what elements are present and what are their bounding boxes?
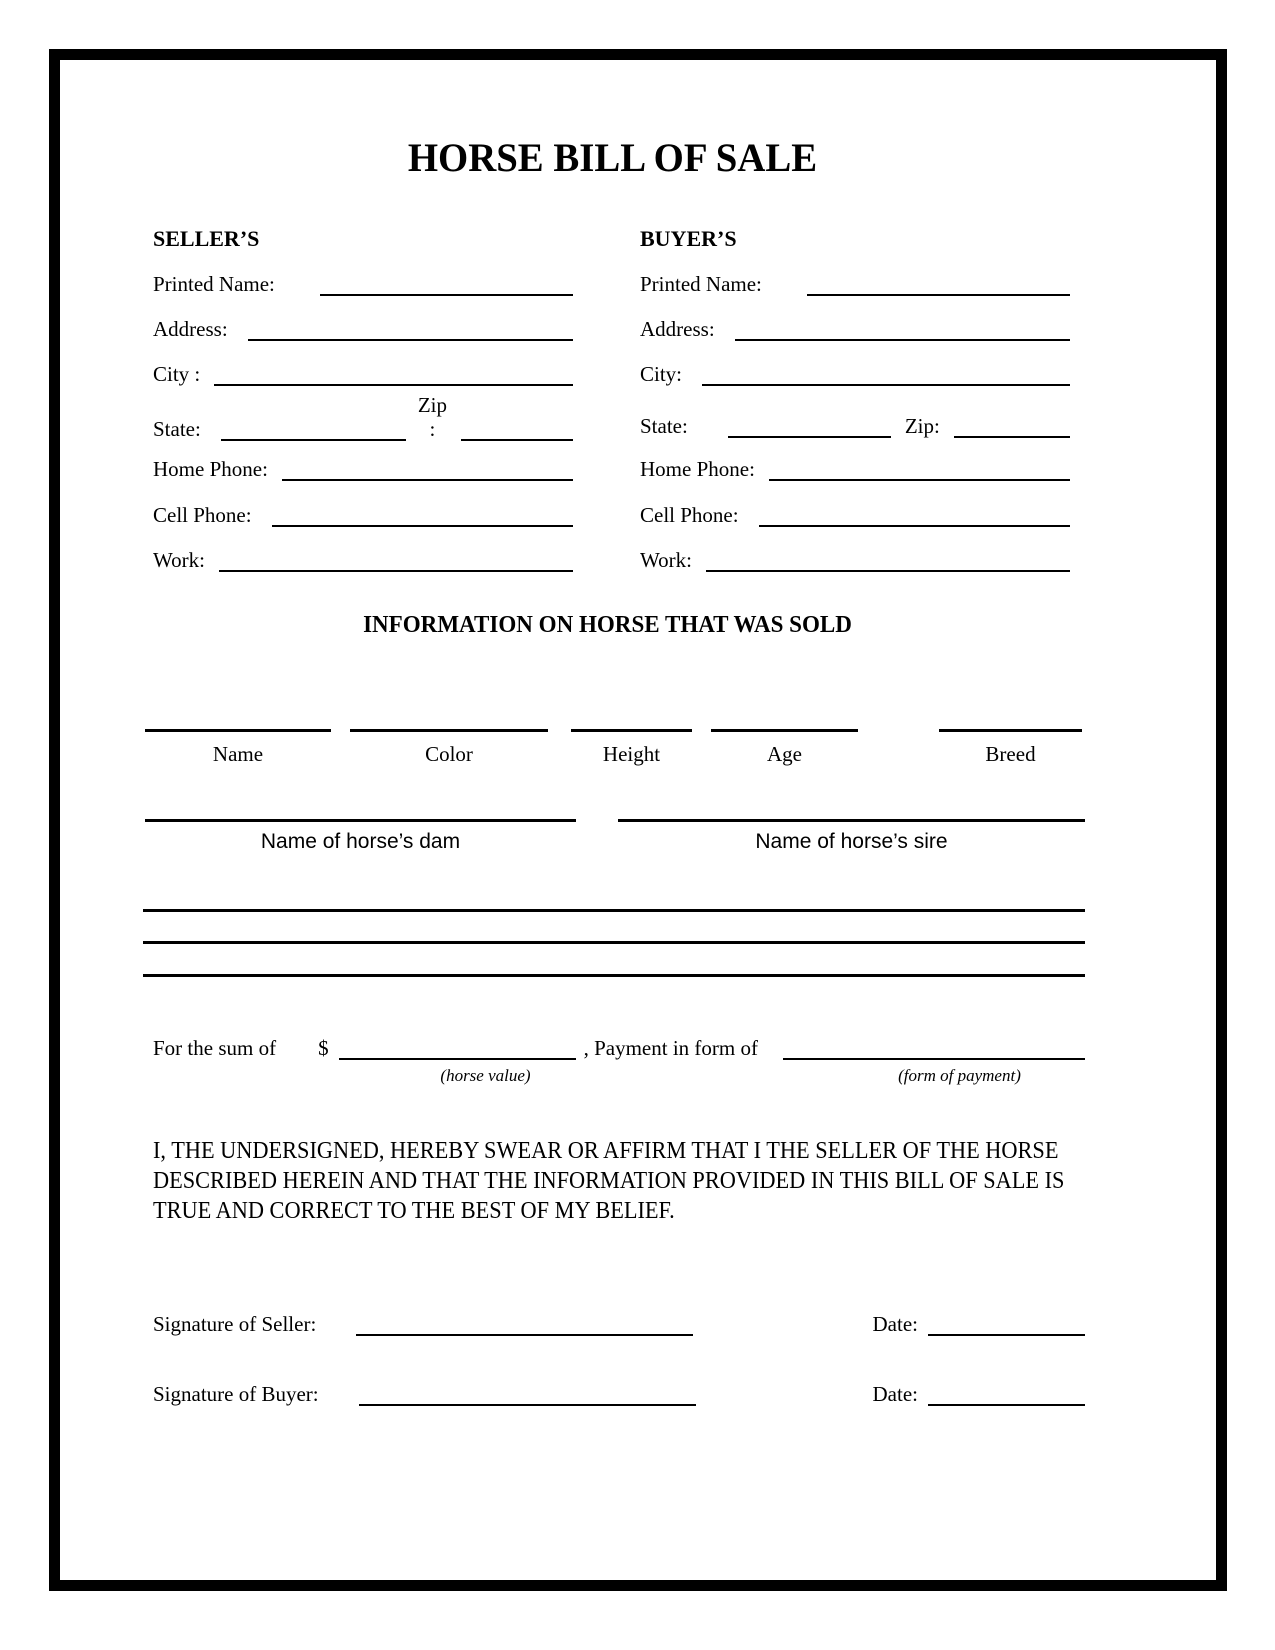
horse-name-field[interactable] [145,729,331,766]
seller-cell-phone-line[interactable] [272,503,573,527]
seller-printed-name-line[interactable] [320,272,573,296]
horse-notes-line-1[interactable] [143,909,1085,912]
payment-row [153,1036,1085,1060]
buyer-address-label: Address: [640,317,715,341]
seller-zip-line[interactable] [461,417,573,441]
horse-breed-label: Breed [985,742,1036,766]
buyer-work-row [640,548,1070,572]
seller-work-line[interactable] [219,548,573,572]
buyer-address-line[interactable] [735,317,1070,341]
horse-height-label: Height [602,742,661,766]
payment-form-line[interactable] [783,1036,1085,1060]
buyer-signature-row [153,1382,1085,1406]
buyer-city-row [640,362,1070,386]
horse-breed-field[interactable] [939,729,1082,766]
seller-cell-phone-row [153,503,573,527]
buyer-home-phone-label: Home Phone: [640,457,755,481]
buyer-zip-line[interactable] [954,414,1070,438]
buyer-state-line[interactable] [728,414,891,438]
seller-state-line[interactable] [221,417,406,441]
affirmation-line-1: I, THE UNDERSIGNED, HEREBY SWEAR OR AFFIRM THAT I THE SELLER OF THE HORSE [153,1138,1059,1164]
seller-zip-word: Zip [417,393,447,417]
horse-dam-field[interactable] [145,819,576,854]
buyer-work-label: Work: [640,548,692,572]
seller-address-line[interactable] [248,317,573,341]
horse-age-label: Age [767,742,802,766]
buyer-signature-label: Signature of Buyer: [153,1382,319,1406]
buyer-printed-name-row [640,272,1070,296]
horse-value-caption: (horse value) [440,1066,531,1085]
seller-state-zip-row [153,393,573,441]
buyer-date-label: Date: [872,1382,918,1406]
buyer-home-phone-line[interactable] [769,457,1070,481]
buyer-cell-phone-label: Cell Phone: [640,503,739,527]
horse-value-line[interactable] [339,1036,576,1060]
horse-color-field[interactable] [350,729,548,766]
horse-height-field[interactable] [571,729,692,766]
buyer-city-label: City: [640,362,683,386]
buyer-address-row [640,317,1070,341]
seller-state-label: State: [153,417,201,441]
seller-date-label: Date: [872,1312,918,1336]
buyer-state-label: State: [640,414,688,438]
horse-sire-label: Name of horse’s sire [755,830,948,853]
seller-printed-name-label: Printed Name: [153,272,275,296]
buyer-zip-label: Zip: [904,414,940,438]
seller-signature-line[interactable] [356,1312,693,1336]
seller-cell-phone-label: Cell Phone: [153,503,252,527]
seller-date-line[interactable] [928,1312,1085,1336]
dollar-sign: $ [318,1036,329,1060]
horse-notes-line-3[interactable] [143,974,1085,977]
seller-home-phone-row [153,457,573,481]
seller-signature-row [153,1312,1085,1336]
seller-address-row [153,317,573,341]
page-title: HORSE BILL OF SALE [407,135,818,180]
horse-name-label: Name [212,742,264,766]
buyer-signature-line[interactable] [359,1382,696,1406]
buyer-printed-name-line[interactable] [807,272,1070,296]
horse-notes-line-2[interactable] [143,941,1085,944]
seller-zip-label-stack [418,393,447,441]
seller-address-label: Address: [153,317,228,341]
affirmation-line-2: DESCRIBED HEREIN AND THAT THE INFORMATION PROVIDED IN THIS BILL OF SALE IS [153,1168,1065,1194]
buyer-city-line[interactable] [702,362,1070,386]
seller-signature-label: Signature of Seller: [153,1312,317,1336]
seller-zip-colon: : [429,417,436,441]
buyer-cell-phone-row [640,503,1070,527]
buyer-work-line[interactable] [706,548,1070,572]
seller-city-label: City : [153,362,201,386]
buyer-cell-phone-line[interactable] [759,503,1070,527]
seller-city-row [153,362,573,386]
payment-middle-label: , Payment in form of [583,1036,758,1060]
seller-city-line[interactable] [214,362,573,386]
affirmation-line-3: TRUE AND CORRECT TO THE BEST OF MY BELIEF. [153,1198,675,1224]
horse-sire-field[interactable] [618,819,1085,854]
seller-work-label: Work: [153,548,205,572]
horse-dam-label: Name of horse’s dam [260,830,461,853]
seller-heading: SELLER’S [153,226,260,251]
buyer-home-phone-row [640,457,1070,481]
horse-age-field[interactable] [711,729,858,766]
seller-work-row [153,548,573,572]
buyer-state-zip-row [640,414,1070,438]
horse-section-heading: INFORMATION ON HORSE THAT WAS SOLD [363,612,852,638]
buyer-date-line[interactable] [928,1382,1085,1406]
payment-prefix-label: For the sum of [153,1036,277,1060]
seller-home-phone-line[interactable] [282,457,573,481]
buyer-printed-name-label: Printed Name: [640,272,762,296]
buyer-heading: BUYER’S [640,226,737,251]
seller-printed-name-row [153,272,573,296]
payment-form-caption: (form of payment) [898,1066,1021,1085]
horse-color-label: Color [425,742,473,766]
seller-home-phone-label: Home Phone: [153,457,268,481]
affirmation-paragraph [153,1136,1065,1226]
